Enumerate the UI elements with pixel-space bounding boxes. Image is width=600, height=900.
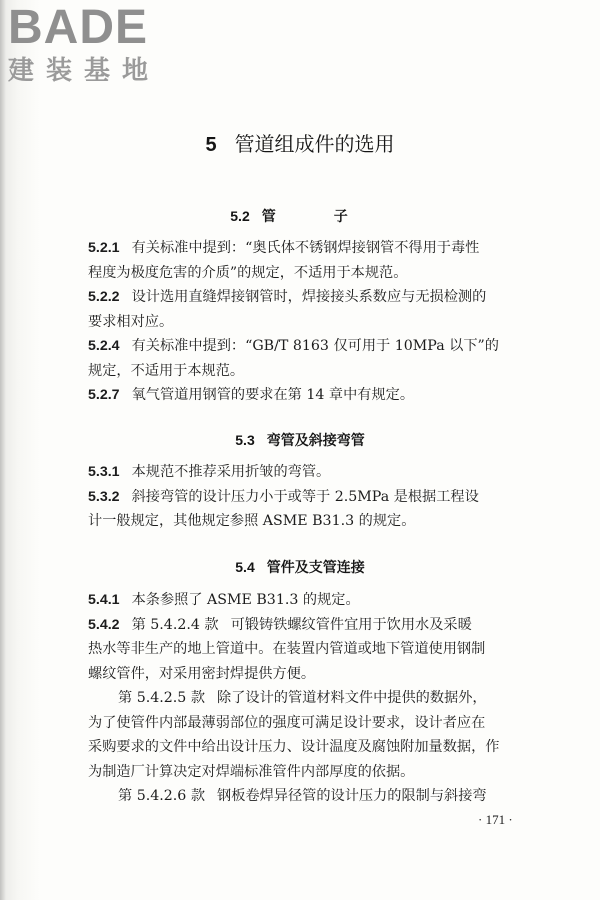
clause-number: 5.4.2 — [88, 616, 120, 633]
clause-number: 5.2.2 — [88, 289, 120, 305]
clause-line: 本条参照了 ASME B31.3 的规定。 — [131, 592, 360, 608]
clause-line: 设计选用直缝焊接钢管时，焊接接头系数应与无损检测的 — [131, 289, 487, 305]
paragraph-5-4-2-5 — [88, 686, 588, 784]
paragraph-5-4-2-6 — [88, 784, 588, 809]
section-title: 管 子 — [261, 209, 370, 225]
section-number: 5.4 — [235, 559, 255, 575]
clause-number: 5.2.1 — [88, 240, 120, 256]
page-number: · 171 · — [478, 812, 513, 827]
watermark-logo — [8, 2, 178, 86]
clause-line: 本规范不推荐采用折皱的弯管。 — [131, 464, 331, 480]
section-5-4-body — [88, 588, 588, 809]
clause-line: 规定，不适用于本规范。 — [88, 362, 245, 379]
clause-5-3-1 — [88, 460, 588, 485]
section-heading-5-4 — [0, 557, 600, 577]
section-title: 管件及支管连接 — [266, 560, 365, 576]
watermark-subtitle: 建装基地 — [8, 56, 161, 86]
clause-line: 斜接弯管的设计压力小于或等于 2.5MPa 是根据工程设 — [131, 488, 479, 505]
clause-number: 5.2.7 — [88, 387, 120, 403]
clause-line: 为了使管件内部最薄弱部位的强度可满足设计要求，设计者应在 — [88, 714, 486, 731]
section-heading-5-3 — [0, 430, 600, 450]
clause-line: 程度为极度危害的介质”的规定，不适用于本规范。 — [88, 264, 408, 281]
clause-5-2-2 — [88, 285, 588, 334]
clause-5-3-2 — [88, 485, 588, 534]
clause-line: 可锻铸铁螺纹管件宜用于饮用水及采暖 — [230, 616, 472, 633]
clause-reference: 第 5.4.2.5 款 — [118, 690, 206, 706]
clause-number: 5.4.1 — [88, 592, 120, 608]
clause-line: 采购要求的文件中给出设计压力、设计温度及腐蚀附加量数据，作 — [88, 739, 500, 755]
chapter-title — [0, 128, 600, 157]
clause-reference: 第 5.4.2.6 款 — [118, 788, 206, 804]
clause-5-2-4 — [88, 334, 588, 383]
chapter-number: 5 — [205, 134, 217, 156]
clause-5-4-1 — [88, 588, 588, 613]
clause-line: 钢板卷焊异径管的设计压力的限制与斜接弯 — [217, 788, 487, 804]
clause-5-2-7 — [88, 383, 588, 408]
section-number: 5.3 — [235, 432, 255, 448]
clause-number: 5.3.2 — [88, 488, 120, 505]
chapter-title-text: 管道组成件的选用 — [234, 132, 395, 156]
clause-line: 氧气管道用钢管的要求在第 14 章中有规定。 — [131, 387, 415, 403]
clause-line: 除了设计的管道材料文件中提供的数据外， — [217, 690, 487, 706]
clause-reference: 第 5.4.2.4 款 — [131, 616, 219, 633]
clause-line: 有关标准中提到：“GB/T 8163 仅可用于 10MPa 以下”的 — [131, 338, 499, 354]
section-heading-5-2 — [0, 206, 600, 226]
clause-line: 热水等非生产的地上管道中。在装置内管道或地下管道使用钢制 — [88, 641, 486, 657]
section-number: 5.2 — [230, 208, 250, 224]
clause-line: 有关标准中提到：“奥氏体不锈钢焊接钢管不得用于毒性 — [131, 240, 480, 256]
section-title: 弯管及斜接弯管 — [266, 433, 365, 449]
clause-line: 要求相对应。 — [88, 313, 174, 330]
clause-line: 螺纹管件，对采用密封焊提供方便。 — [88, 665, 316, 682]
clause-number: 5.2.4 — [88, 338, 120, 354]
section-5-3-body — [88, 460, 588, 534]
clause-number: 5.3.1 — [88, 464, 120, 480]
clause-5-4-2 — [88, 613, 588, 687]
section-5-2-body — [88, 236, 588, 408]
clause-line: 计一般规定，其他规定参照 ASME B31.3 的规定。 — [88, 513, 416, 529]
clause-line: 为制造厂计算决定对焊端标准管件内部厚度的依据。 — [88, 763, 415, 780]
clause-5-2-1 — [88, 236, 588, 285]
watermark-brand: BADE — [8, 1, 149, 54]
